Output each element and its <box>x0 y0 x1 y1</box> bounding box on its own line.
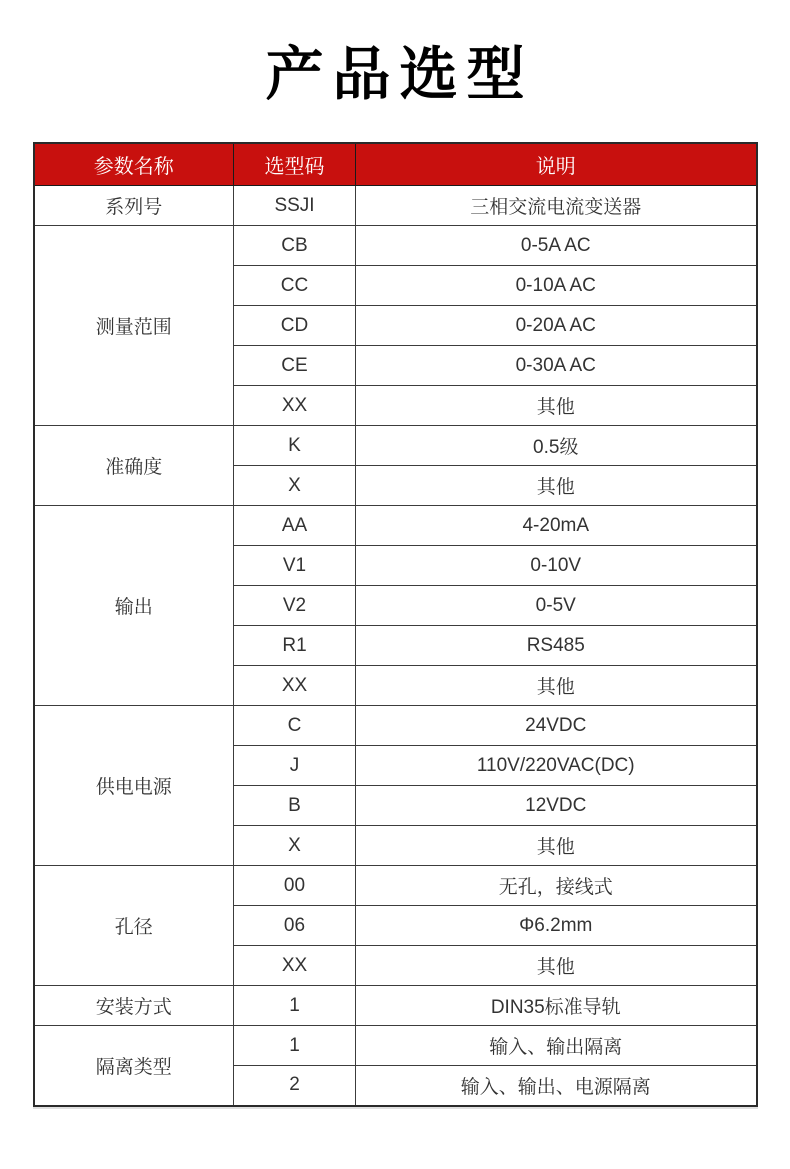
description-cell: 三相交流电流变送器 <box>356 186 757 226</box>
selection-code-cell: XX <box>234 666 356 706</box>
table-row <box>34 186 757 226</box>
column-header-parameter-name: 参数名称 <box>34 143 234 186</box>
parameter-name-cell: 孔径 <box>34 866 234 986</box>
table-row <box>34 506 757 546</box>
table-row <box>34 1026 757 1066</box>
description-cell: 其他 <box>356 946 757 986</box>
product-selection-table <box>33 142 758 1107</box>
parameter-name-cell: 输出 <box>34 506 234 706</box>
description-cell: 其他 <box>356 466 757 506</box>
description-cell: 4-20mA <box>356 506 757 546</box>
selection-code-cell: XX <box>234 946 356 986</box>
selection-code-cell: 00 <box>234 866 356 906</box>
column-header-description: 说明 <box>356 143 757 186</box>
description-cell: 0-10V <box>356 546 757 586</box>
table-row <box>34 426 757 466</box>
description-cell: RS485 <box>356 626 757 666</box>
description-cell: 0-5A AC <box>356 226 757 266</box>
table-header-row <box>34 143 757 186</box>
selection-code-cell: X <box>234 826 356 866</box>
selection-code-cell: K <box>234 426 356 466</box>
description-cell: 其他 <box>356 386 757 426</box>
column-header-selection-code: 选型码 <box>234 143 356 186</box>
table-row <box>34 866 757 906</box>
table-body <box>34 186 757 1106</box>
selection-code-cell: V2 <box>234 586 356 626</box>
description-cell: 0-5V <box>356 586 757 626</box>
description-cell: 输入、输出隔离 <box>356 1026 757 1066</box>
parameter-name-cell: 供电电源 <box>34 706 234 866</box>
description-cell: 其他 <box>356 826 757 866</box>
parameter-name-cell: 隔离类型 <box>34 1026 234 1106</box>
description-cell: DIN35标准导轨 <box>356 986 757 1026</box>
table-row <box>34 986 757 1026</box>
selection-code-cell: C <box>234 706 356 746</box>
selection-code-cell: 1 <box>234 986 356 1026</box>
selection-code-cell: 1 <box>234 1026 356 1066</box>
description-cell: 110V/220VAC(DC) <box>356 746 757 786</box>
parameter-name-cell: 系列号 <box>34 186 234 226</box>
parameter-name-cell: 测量范围 <box>34 226 234 426</box>
selection-code-cell: XX <box>234 386 356 426</box>
description-cell: 无孔，接线式 <box>356 866 757 906</box>
description-cell: 输入、输出、电源隔离 <box>356 1066 757 1106</box>
selection-code-cell: CE <box>234 346 356 386</box>
selection-code-cell: 2 <box>234 1066 356 1106</box>
parameter-name-cell: 准确度 <box>34 426 234 506</box>
selection-code-cell: CD <box>234 306 356 346</box>
selection-code-cell: B <box>234 786 356 826</box>
description-cell: 0-10A AC <box>356 266 757 306</box>
description-cell: 0-20A AC <box>356 306 757 346</box>
description-cell: 0-30A AC <box>356 346 757 386</box>
description-cell: 12VDC <box>356 786 757 826</box>
description-cell: 其他 <box>356 666 757 706</box>
description-cell: Φ6.2mm <box>356 906 757 946</box>
selection-code-cell: X <box>234 466 356 506</box>
table-row <box>34 706 757 746</box>
table-row <box>34 226 757 266</box>
selection-code-cell: AA <box>234 506 356 546</box>
description-cell: 0.5级 <box>356 426 757 466</box>
selection-code-cell: CB <box>234 226 356 266</box>
parameter-name-cell: 安装方式 <box>34 986 234 1026</box>
selection-code-cell: R1 <box>234 626 356 666</box>
selection-code-cell: CC <box>234 266 356 306</box>
selection-code-cell: J <box>234 746 356 786</box>
selection-code-cell: 06 <box>234 906 356 946</box>
description-cell: 24VDC <box>356 706 757 746</box>
page-title: 产品选型 <box>265 42 534 107</box>
selection-code-cell: V1 <box>234 546 356 586</box>
selection-code-cell: SSJI <box>234 186 356 226</box>
